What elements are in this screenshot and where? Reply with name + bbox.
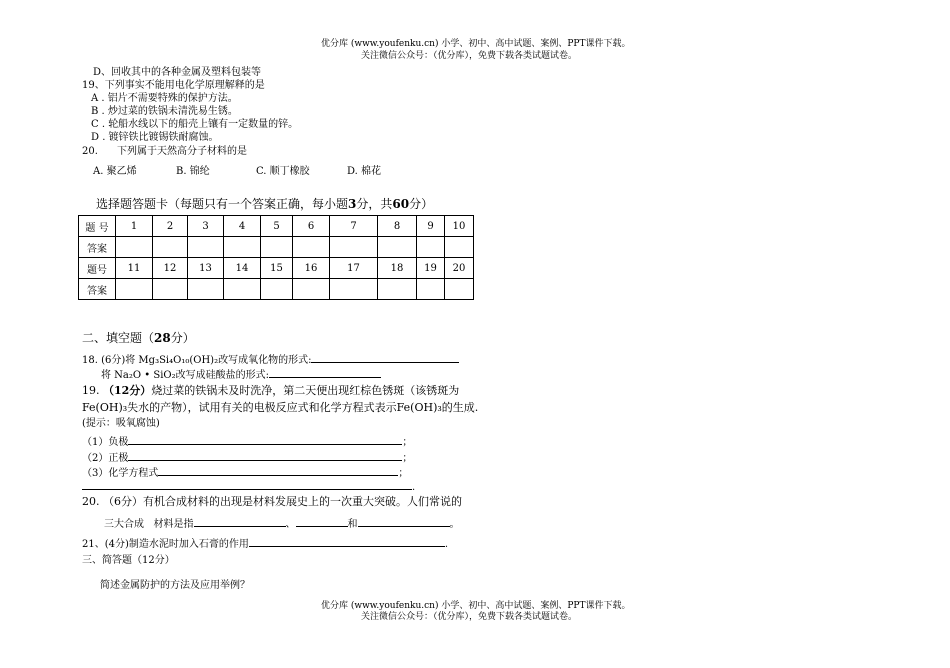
- q20-mc-option-a: A. 聚乙烯: [93, 166, 137, 177]
- row-label: 题 号: [79, 216, 116, 237]
- answer-cell[interactable]: [188, 279, 224, 300]
- answer-cell[interactable]: [445, 237, 474, 258]
- section-3-title: 三、简答题（12分）: [82, 555, 175, 566]
- section-3-question: 简述金属防护的方法及应用举例？: [100, 580, 250, 591]
- question-number: 14: [224, 258, 261, 279]
- question-number: 3: [188, 216, 224, 237]
- answer-cell[interactable]: [188, 237, 224, 258]
- fill-q19-line-2: Fe(OH)₃失水的产物），试用有关的电极反应式和化学方程式表示Fe(OH)₃的生成.: [82, 401, 479, 414]
- answer-cell[interactable]: [445, 279, 474, 300]
- answer-blank[interactable]: [128, 434, 402, 445]
- answer-card-row-numbers-1: [79, 216, 474, 237]
- answer-cell[interactable]: [224, 279, 261, 300]
- row-label: 题号: [79, 258, 116, 279]
- answer-cell[interactable]: [116, 237, 153, 258]
- section-2-title: 二、填空题（28分）: [82, 331, 195, 345]
- q19-option-a: A . 铝片不需要特殊的保护方法。: [91, 93, 238, 104]
- answer-cell[interactable]: [330, 279, 378, 300]
- answer-blank[interactable]: [82, 479, 412, 490]
- question-number: 9: [417, 216, 445, 237]
- question-number: 19: [417, 258, 445, 279]
- question-number: 5: [261, 216, 293, 237]
- answer-cell[interactable]: [153, 279, 188, 300]
- question-number: 12: [153, 258, 188, 279]
- answer-blank[interactable]: [269, 367, 381, 378]
- question-number: 2: [153, 216, 188, 237]
- answer-blank[interactable]: [296, 516, 348, 527]
- question-number: 7: [330, 216, 378, 237]
- question-number: 15: [261, 258, 293, 279]
- answer-card-row-answers-2: [79, 279, 474, 300]
- answer-cell[interactable]: [261, 279, 293, 300]
- prev-question-option-d: D、回收其中的各种金属及塑料包装等: [93, 67, 262, 78]
- footer-line-1: 优分库 (www.youfenku.cn) 小学、初中、高中试题、案例、PPT课件下载。: [321, 601, 631, 611]
- answer-cell[interactable]: [417, 279, 445, 300]
- answer-cell[interactable]: [378, 279, 417, 300]
- answer-blank[interactable]: [358, 516, 450, 527]
- fill-q19-continuation: .: [82, 479, 415, 494]
- fill-q21: 21、(4分)制造水泥时加入石膏的作用 .: [82, 536, 448, 551]
- question-number: 16: [293, 258, 330, 279]
- question-number: 8: [378, 216, 417, 237]
- question-number: 6: [293, 216, 330, 237]
- answer-card-table: [78, 215, 474, 300]
- answer-blank[interactable]: [194, 516, 286, 527]
- answer-cell[interactable]: [116, 279, 153, 300]
- q20-mc-option-c: C. 顺丁橡胶: [256, 166, 310, 177]
- q20-mc-option-d: D. 棉花: [347, 166, 382, 177]
- fill-q19-sub-3: （3）化学方程式 ；: [82, 465, 408, 480]
- fill-q19-line-1: 19. （12分）烧过菜的铁锅未及时洗净，第二天便出现红棕色锈斑（该锈斑为: [82, 384, 460, 397]
- fill-q19-hint: (提示：吸氧腐蚀): [82, 418, 160, 429]
- answer-cell[interactable]: [378, 237, 417, 258]
- answer-blank[interactable]: [249, 536, 445, 547]
- answer-cell[interactable]: [293, 279, 330, 300]
- row-label: 答案: [79, 279, 116, 300]
- answer-cell[interactable]: [153, 237, 188, 258]
- fill-q18-line-2: 将 Na₂O • SiO₂改写成硅酸盐的形式:: [101, 367, 381, 382]
- question-number: 1: [116, 216, 153, 237]
- fill-q20-line-1: 20. （6分）有机合成材料的出现是材料发展史上的一次重大突破。人们常说的: [82, 495, 462, 508]
- answer-card-row-answers-1: [79, 237, 474, 258]
- footer-line-2: 关注微信公众号：（优分库），免费下载各类试题试卷。: [361, 612, 578, 622]
- row-label: 答案: [79, 237, 116, 258]
- answer-cell[interactable]: [417, 237, 445, 258]
- answer-blank[interactable]: [128, 450, 402, 461]
- header-line-1: 优分库 (www.youfenku.cn) 小学、初中、高中试题、案例、PPT课件下载。: [321, 39, 631, 49]
- question-number: 4: [224, 216, 261, 237]
- q19-option-d: D . 镀锌铁比镀锡铁耐腐蚀。: [91, 132, 219, 143]
- q19-option-b: B . 炒过菜的铁锅未清洗易生锈。: [91, 106, 238, 117]
- q20-mc-option-b: B. 锦纶: [176, 166, 210, 177]
- question-number: 20: [445, 258, 474, 279]
- fill-q19-sub-2: （2）正极 ；: [82, 450, 412, 465]
- q19-stem: 19、下列事实不能用电化学原理解释的是: [82, 80, 265, 91]
- question-number: 17: [330, 258, 378, 279]
- answer-card-title: 选择题答题卡（每题只有一个答案正确，每小题3分，共60分）: [96, 197, 434, 211]
- q20-mc-stem: 20. 下列属于天然高分子材料的是: [82, 146, 247, 157]
- answer-cell[interactable]: [224, 237, 261, 258]
- question-number: 11: [116, 258, 153, 279]
- question-number: 10: [445, 216, 474, 237]
- header-line-2: 关注微信公众号：（优分库），免费下载各类试题试卷。: [361, 51, 578, 61]
- fill-q20-line-2: 三大合成 材料是指 、 和 。: [104, 516, 460, 531]
- answer-cell[interactable]: [330, 237, 378, 258]
- q19-option-c: C . 轮船水线以下的船壳上镶有一定数量的锌。: [91, 119, 299, 130]
- answer-cell[interactable]: [293, 237, 330, 258]
- question-number: 13: [188, 258, 224, 279]
- fill-q18-line-1: 18. (6分)将 Mg₃Si₄O₁₀(OH)₂改写成氧化物的形式:: [82, 352, 459, 367]
- answer-blank[interactable]: [158, 465, 398, 476]
- answer-card-row-numbers-2: [79, 258, 474, 279]
- question-number: 18: [378, 258, 417, 279]
- fill-q19-sub-1: （1）负极 ；: [82, 434, 412, 449]
- answer-blank[interactable]: [311, 352, 459, 363]
- answer-cell[interactable]: [261, 237, 293, 258]
